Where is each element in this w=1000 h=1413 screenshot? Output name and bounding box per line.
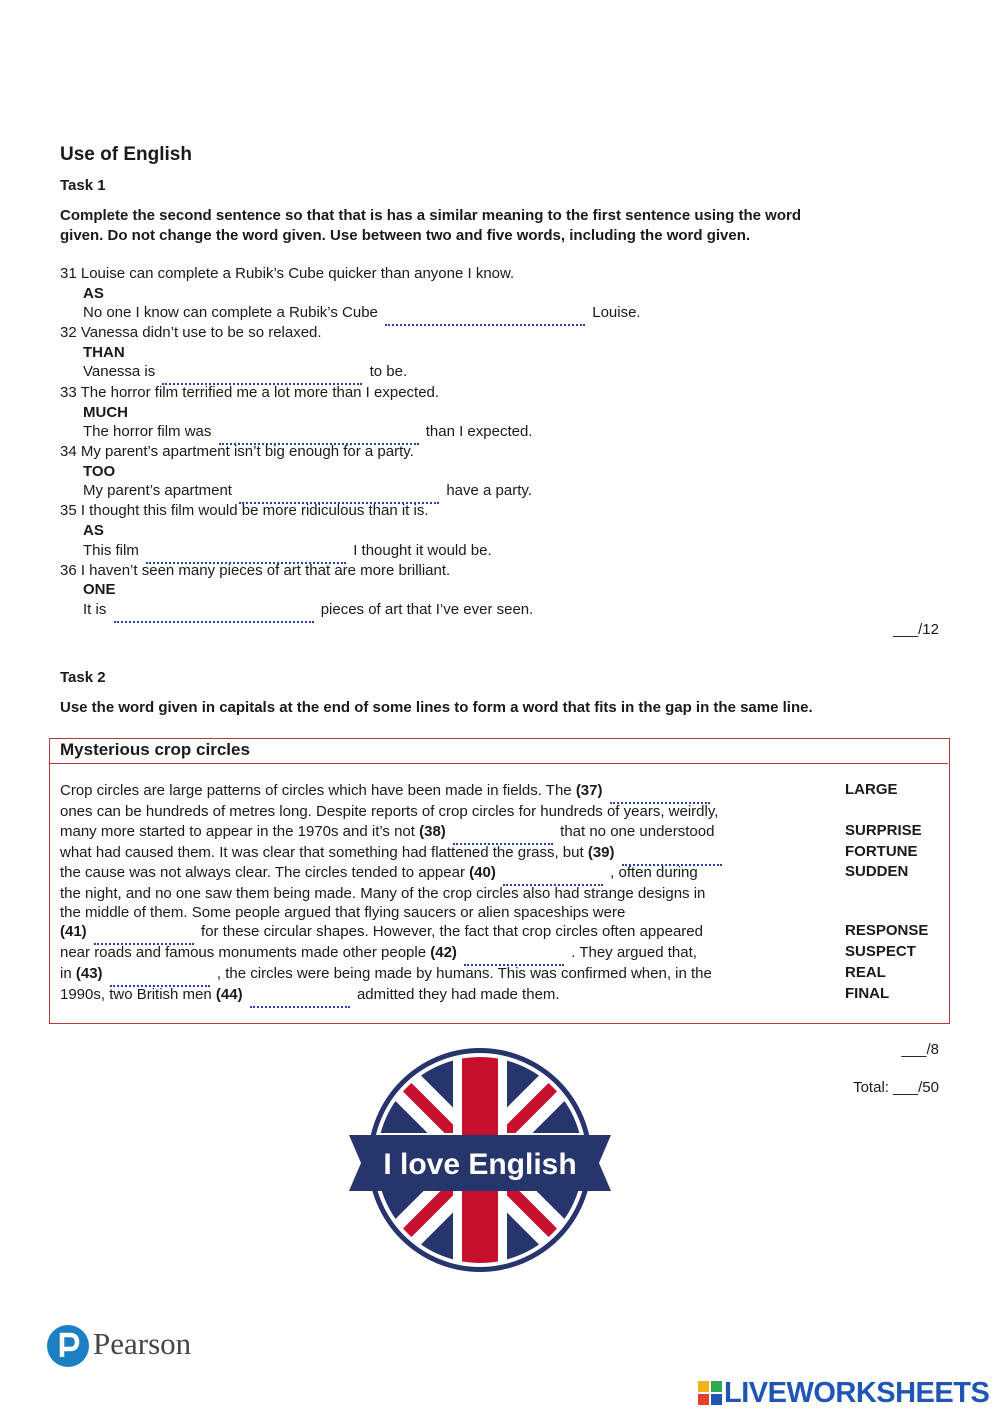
passage-line-3 <box>60 822 714 845</box>
cue-word-40: SUDDEN <box>845 863 909 880</box>
item-33-after: than I expected. <box>425 423 533 440</box>
item-36-after: pieces of art that I’ve ever seen. <box>320 601 534 618</box>
item-35-original: 35 I thought this film would be more ridiculous than it is. <box>60 502 429 519</box>
passage-line-8 <box>60 922 703 945</box>
passage-text: admitted they had made them. <box>356 986 560 1003</box>
item-34-original: 34 My parent’s apartment isn’t big enough for a party. <box>60 443 414 460</box>
gap-43-input[interactable] <box>110 969 210 987</box>
item-32-after: to be. <box>369 363 408 380</box>
gap-number-39: (39) <box>587 844 615 861</box>
passage-text: . They argued that, <box>571 944 697 961</box>
liveworksheets-icon <box>698 1381 722 1405</box>
passage-text: that no one understood <box>560 823 715 840</box>
item-36-original: 36 I haven’t seen many pieces of art that are more brilliant. <box>60 562 451 579</box>
task2-label: Task 2 <box>60 669 106 686</box>
passage-line-6: the night, and no one saw them being made. Many of the crop circles also had strange designs in <box>60 885 706 902</box>
gap-36-input[interactable] <box>114 605 314 623</box>
crop-circles-title: Mysterious crop circles <box>60 740 250 759</box>
passage-text: 1990s, two British men <box>60 986 212 1003</box>
badge-text: I love English <box>383 1148 577 1181</box>
pearson-wordmark: Pearson <box>93 1326 192 1361</box>
gap-number-37: (37) <box>575 782 603 799</box>
passage-line-9 <box>60 943 697 966</box>
cue-word-43: REAL <box>845 964 886 981</box>
passage-text: many more started to appear in the 1970s and it’s not <box>60 823 415 840</box>
cue-word-39: FORTUNE <box>845 843 918 860</box>
cue-word-38: SURPRISE <box>845 822 922 839</box>
passage-text: Crop circles are large patterns of circles which have been made in fields. The <box>60 782 572 799</box>
gap-40-input[interactable] <box>503 868 603 886</box>
gap-number-40: (40) <box>469 864 496 881</box>
task1-instruction-line2: given. Do not change the word given. Use between two and five words, including the word given. <box>60 227 751 244</box>
item-33-before: The horror film was <box>83 423 212 440</box>
item-31-keyword: AS <box>83 285 104 302</box>
item-34-keyword: TOO <box>83 463 116 480</box>
passage-text: , the circles were being made by humans. This was confirmed when, in the <box>216 965 712 982</box>
passage-line-7: the middle of them. Some people argued that flying saucers or alien spaceships were <box>60 904 626 921</box>
gap-37-input[interactable] <box>610 786 710 804</box>
item-33-original: 33 The horror film terrified me a lot more than I expected. <box>60 384 440 401</box>
passage-text: the cause was not always clear. The circles tended to appear <box>60 864 465 881</box>
item-36-keyword: ONE <box>83 581 116 598</box>
pearson-logo-icon <box>46 1324 90 1368</box>
passage-line-1 <box>60 781 713 804</box>
item-33-keyword: MUCH <box>83 404 128 421</box>
passage-text: near roads and famous monuments made other people <box>60 944 427 961</box>
gap-42-input[interactable] <box>464 948 564 966</box>
task1-score: ___/12 <box>893 621 939 638</box>
item-32-sentence <box>83 362 407 385</box>
item-35-before: This film <box>83 542 139 559</box>
total-score: Total: ___/50 <box>853 1079 939 1096</box>
item-32-before: Vanessa is <box>83 363 156 380</box>
passage-text: in <box>60 965 72 982</box>
passage-line-5 <box>60 863 698 886</box>
gap-38-input[interactable] <box>453 827 553 845</box>
item-32-original: 32 Vanessa didn’t use to be so relaxed. <box>60 324 322 341</box>
task1-instruction-line1: Complete the second sentence so that that is has a similar meaning to the first sentence using the word <box>60 207 801 224</box>
gap-31-input[interactable] <box>385 308 585 326</box>
item-31-original: 31 Louise can complete a Rubik’s Cube quicker than anyone I know. <box>60 265 515 282</box>
task2-instruction: Use the word given in capitals at the end of some lines to form a word that fits in the gap in the same line. <box>60 699 813 716</box>
passage-text: , often during <box>610 864 698 881</box>
passage-text: for these circular shapes. However, the fact that crop circles often appeared <box>201 923 703 940</box>
item-36-before: It is <box>83 601 107 618</box>
gap-number-43: (43) <box>75 965 103 982</box>
section-title: Use of English <box>60 144 192 165</box>
task1-instruction <box>60 206 920 246</box>
item-31-after: Louise. <box>592 304 641 321</box>
cue-word-42: SUSPECT <box>845 943 916 960</box>
item-34-before: My parent’s apartment <box>83 482 232 499</box>
item-36-sentence <box>83 600 533 623</box>
item-35-keyword: AS <box>83 522 104 539</box>
item-34-after: have a party. <box>446 482 532 499</box>
gap-44-input[interactable] <box>250 990 350 1008</box>
task2-score: ___/8 <box>901 1041 939 1058</box>
gap-32-input[interactable] <box>162 367 362 385</box>
gap-number-42: (42) <box>430 944 457 961</box>
i-love-english-badge <box>345 1045 615 1275</box>
passage-text: what had caused them. It was clear that something had flattened the grass, but <box>60 844 584 861</box>
liveworksheets-wordmark: LIVEWORKSHEETS <box>724 1377 990 1409</box>
gap-number-41: (41) <box>60 923 87 940</box>
passage-line-10 <box>60 964 712 987</box>
gap-41-input[interactable] <box>94 927 194 945</box>
passage-line-11 <box>60 985 560 1008</box>
task1-label: Task 1 <box>60 177 106 194</box>
item-35-after: I thought it would be. <box>353 542 492 559</box>
item-32-keyword: THAN <box>83 344 125 361</box>
cue-word-44: FINAL <box>845 985 890 1002</box>
passage-line-2: ones can be hundreds of metres long. Despite reports of crop circles for hundreds of years, weirdly, <box>60 803 719 820</box>
item-31-before: No one I know can complete a Rubik’s Cube <box>83 304 378 321</box>
cue-word-41: RESPONSE <box>845 922 929 939</box>
gap-number-44: (44) <box>215 986 243 1003</box>
gap-number-38: (38) <box>419 823 446 840</box>
cue-word-37: LARGE <box>845 781 898 798</box>
